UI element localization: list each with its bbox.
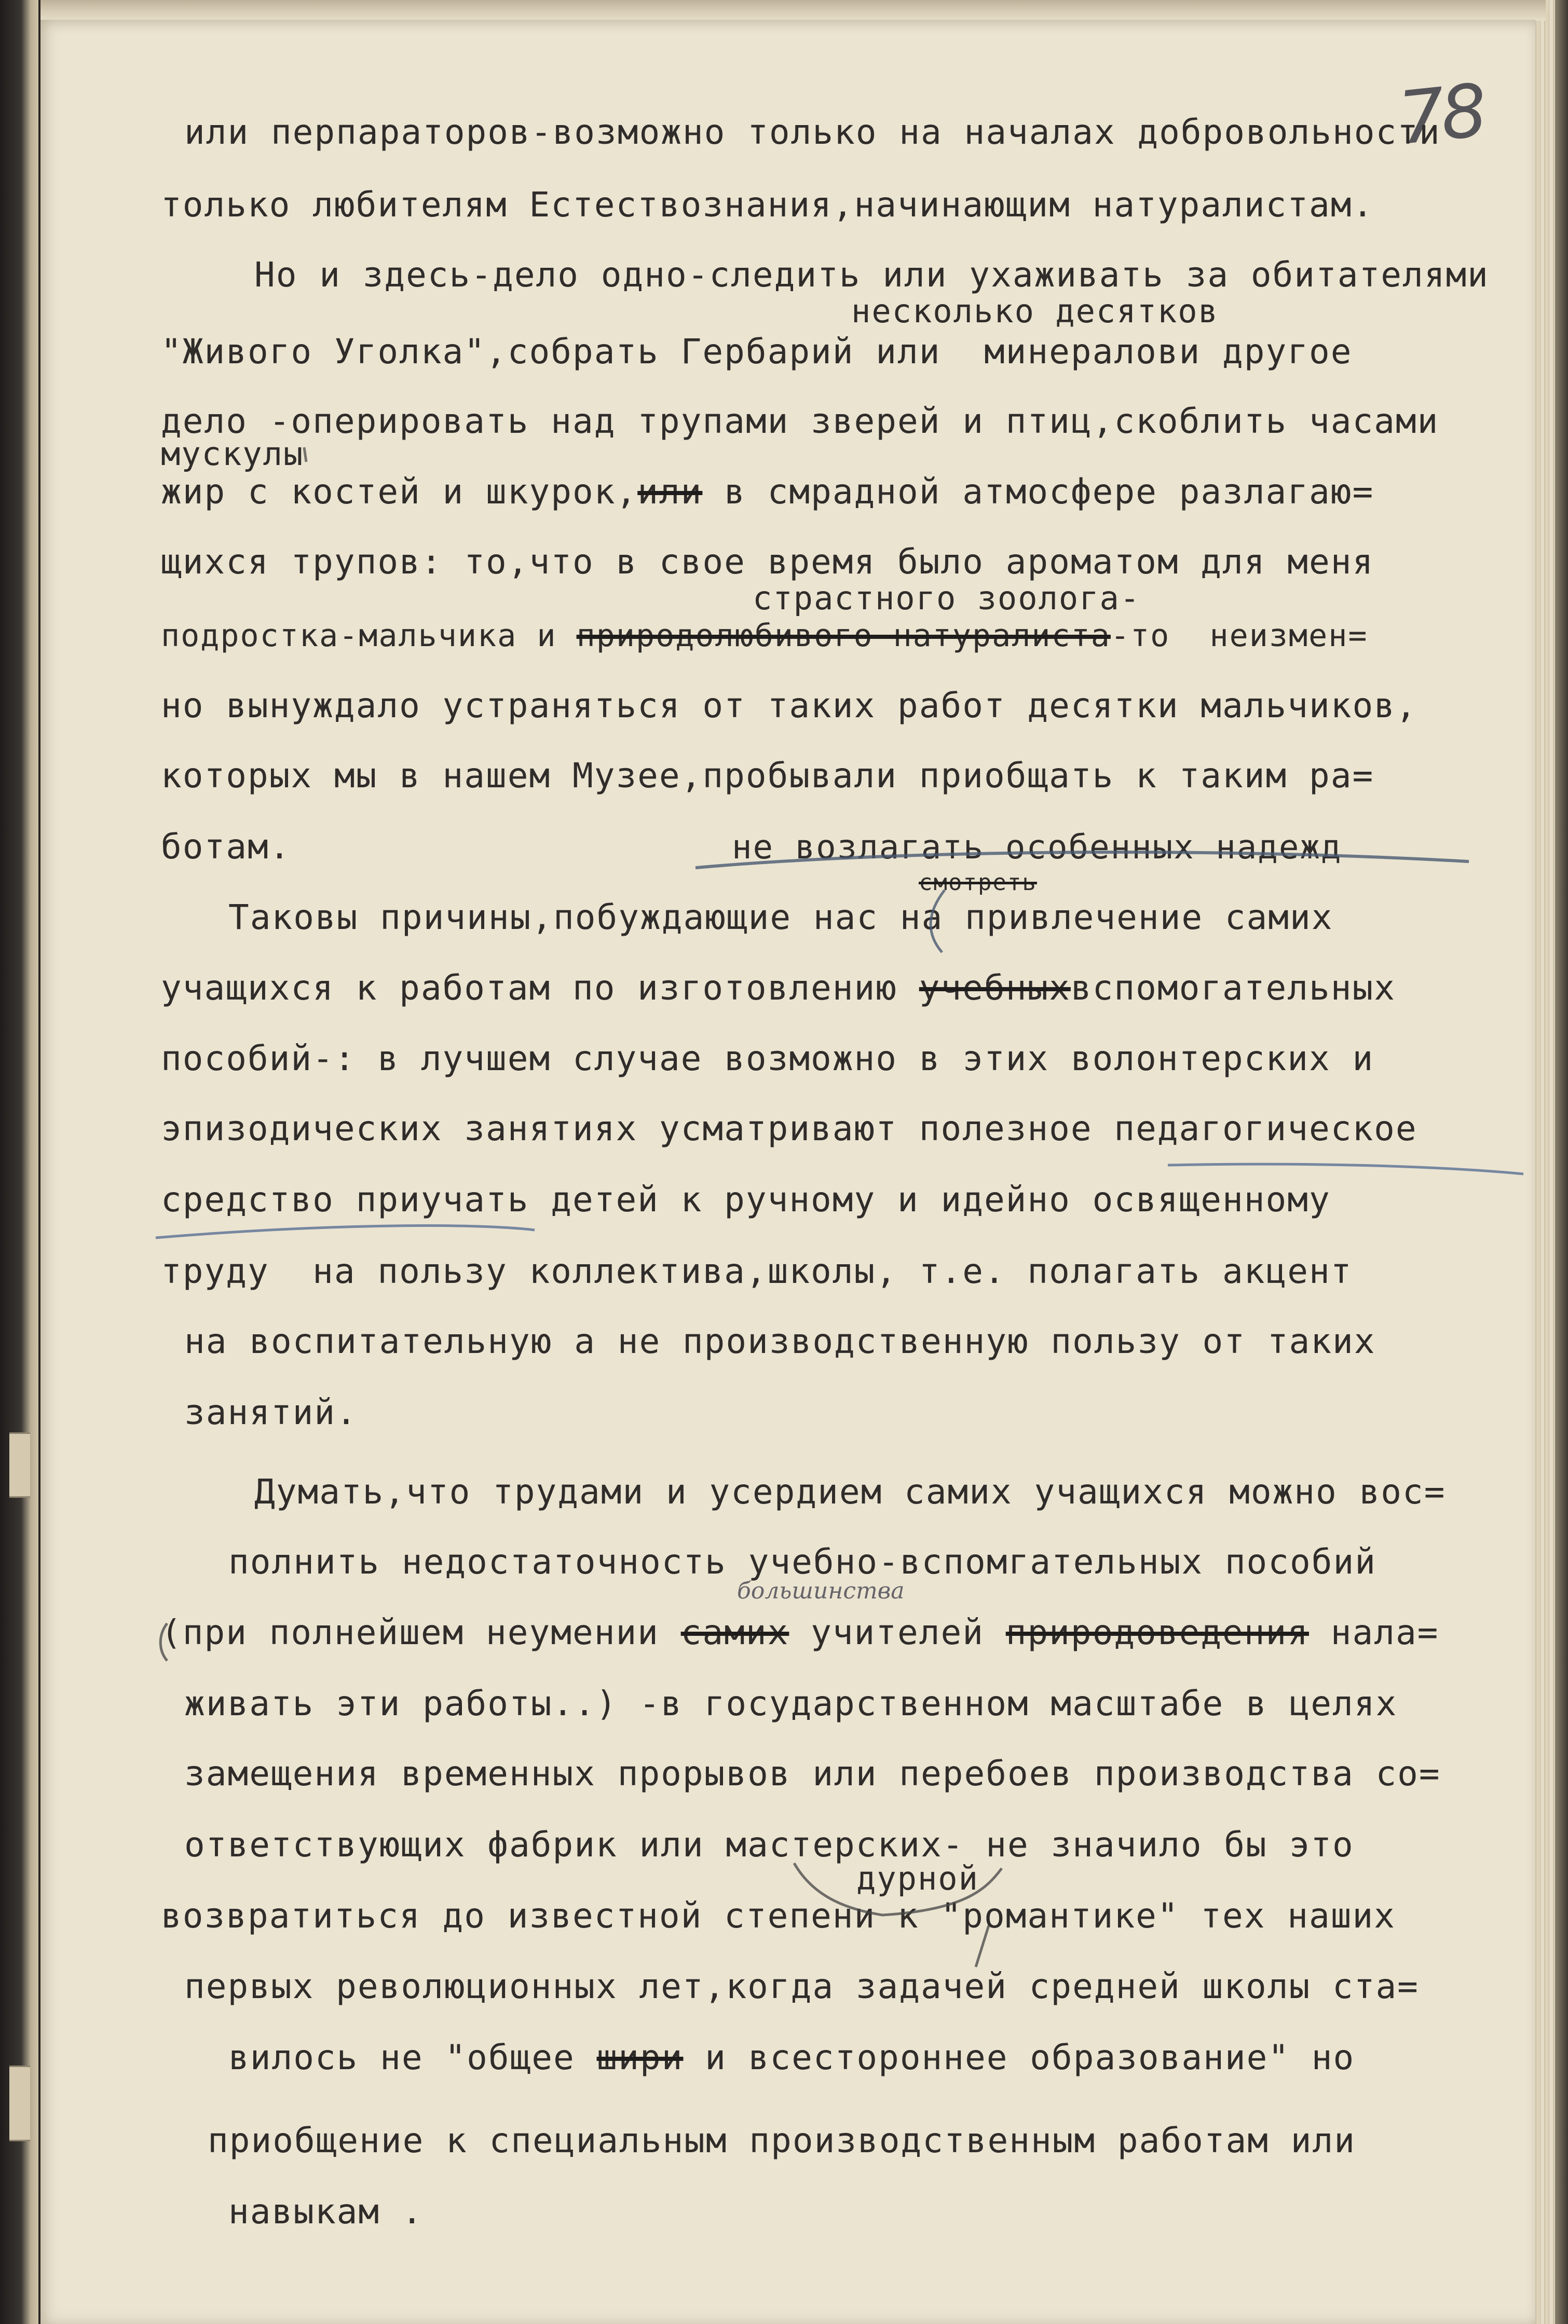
- text-line-29: приобщение к специальным производственным работам или: [208, 2121, 1356, 2161]
- text-line-7: щихся трупов: то,что в свое время было ароматом для меня: [161, 542, 1374, 582]
- folio-number: 78: [1394, 68, 1488, 162]
- text-line-11: ботам.: [161, 827, 291, 867]
- insertion-line-8: страстного зоолога-: [753, 579, 1141, 617]
- text-line-22-a: (при полнейшем неумении: [161, 1612, 681, 1652]
- struck-word: или: [637, 472, 703, 512]
- text-line-22-c: нала=: [1309, 1612, 1439, 1652]
- text-line-12: Таковы причины,побуждающие нас на привлечение самих: [228, 897, 1333, 937]
- text-line-20: Думать,что трудами и усердием самих учащихся можно вос=: [254, 1472, 1446, 1512]
- text-line-8: [161, 615, 1368, 657]
- binding-tab: [9, 1432, 30, 1498]
- text-line-10: которых мы в нашем Музее,пробывали приобщать к таким ра=: [161, 756, 1374, 796]
- text-line-1: или перпараторов-возможно только на началах добровольности: [184, 112, 1441, 152]
- text-line-9: но вынуждало устраняться от таких работ десятки мальчиков,: [161, 686, 1417, 726]
- struck-word: природоведения: [1005, 1612, 1309, 1652]
- text-line-28-b: и всестороннее образование" но: [683, 2038, 1355, 2077]
- text-line-8-b: -то неизмен=: [1110, 618, 1368, 654]
- insertion-line-26: дурной: [856, 1860, 979, 1897]
- page-stack-shadow: [1555, 0, 1568, 2324]
- folder-binding: [0, 0, 38, 2324]
- text-line-27: первых революционных лет,когда задачей средней школы ста=: [184, 1966, 1419, 2006]
- text-line-16: средство приучать детей к ручному и идейно освященному: [161, 1180, 1331, 1220]
- text-line-13-b: вспомогательных: [1070, 968, 1396, 1008]
- text-line-23: живать эти работы..) -в государственном масштабе в целях: [184, 1684, 1398, 1724]
- handwritten-insertion: большинства: [737, 1578, 905, 1604]
- text-line-28: [228, 2037, 1355, 2079]
- text-line-21: полнить недостаточность учебно-вспомгательных пособий: [228, 1542, 1376, 1582]
- struck-word: самих: [680, 1612, 789, 1652]
- text-line-17: труду на пользу коллектива,школы, т.е. полагать акцент: [161, 1251, 1353, 1291]
- text-line-13: [161, 967, 1396, 1009]
- insertion-line-11: не возлагать особенных надежд: [732, 828, 1342, 867]
- text-line-19: занятий.: [184, 1392, 358, 1432]
- text-line-6-a: жир с костей и шкурок,: [161, 472, 638, 512]
- text-line-26: возвратиться до известной степени к "романтике" тех наших: [161, 1896, 1396, 1936]
- page-top-edge: [40, 0, 1546, 21]
- text-line-14: пособий-: в лучшем случае возможно в этих волонтерских и: [161, 1038, 1374, 1078]
- text-line-6-b: в смрадной атмосфере разлагаю=: [702, 472, 1374, 512]
- text-line-24: замещения временных прорывов или перебоев производства со=: [184, 1754, 1441, 1794]
- text-line-18: на воспитательную а не производственную пользу от таких: [184, 1321, 1376, 1361]
- struck-word: шири: [596, 2038, 684, 2077]
- text-line-3: Но и здесь-дело одно-следить или ухаживать за обитателями: [254, 255, 1489, 295]
- struck-insertion: смотреть: [919, 869, 1037, 896]
- insertion-line-12: [919, 870, 1037, 896]
- text-line-22-b: учителей: [789, 1612, 1006, 1652]
- text-line-4: "Живого Уголка",собрать Гербарий или минералови другое: [161, 332, 1353, 372]
- text-line-8-a: подростка-мальчика и: [161, 618, 577, 654]
- text-line-30: навыкам .: [228, 2192, 424, 2232]
- text-line-2: только любителям Естествознания,начинающим натуралистам.: [161, 185, 1374, 225]
- insertion-line-6: мускулы: [161, 435, 304, 473]
- text-line-13-a: учащихся к работам по изготовлению: [161, 968, 919, 1008]
- insertion-line-4: несколько десятков: [851, 292, 1219, 330]
- struck-word: учебных: [919, 968, 1071, 1008]
- text-line-28-a: вилось не "общее: [228, 2038, 597, 2077]
- text-line-15: эпизодических занятиях усматривают полезное педагогическое: [161, 1109, 1417, 1149]
- text-line-5: дело -оперировать над трупами зверей и птиц,скоблить часами: [161, 401, 1439, 441]
- text-line-22: [161, 1612, 1439, 1653]
- text-line-6: [161, 471, 1374, 513]
- struck-phrase: природолюбивого натуралиста: [576, 618, 1111, 654]
- text-line-25: ответствующих фабрик или мастерских- не значило бы это: [184, 1825, 1354, 1865]
- binding-tab: [9, 2066, 30, 2141]
